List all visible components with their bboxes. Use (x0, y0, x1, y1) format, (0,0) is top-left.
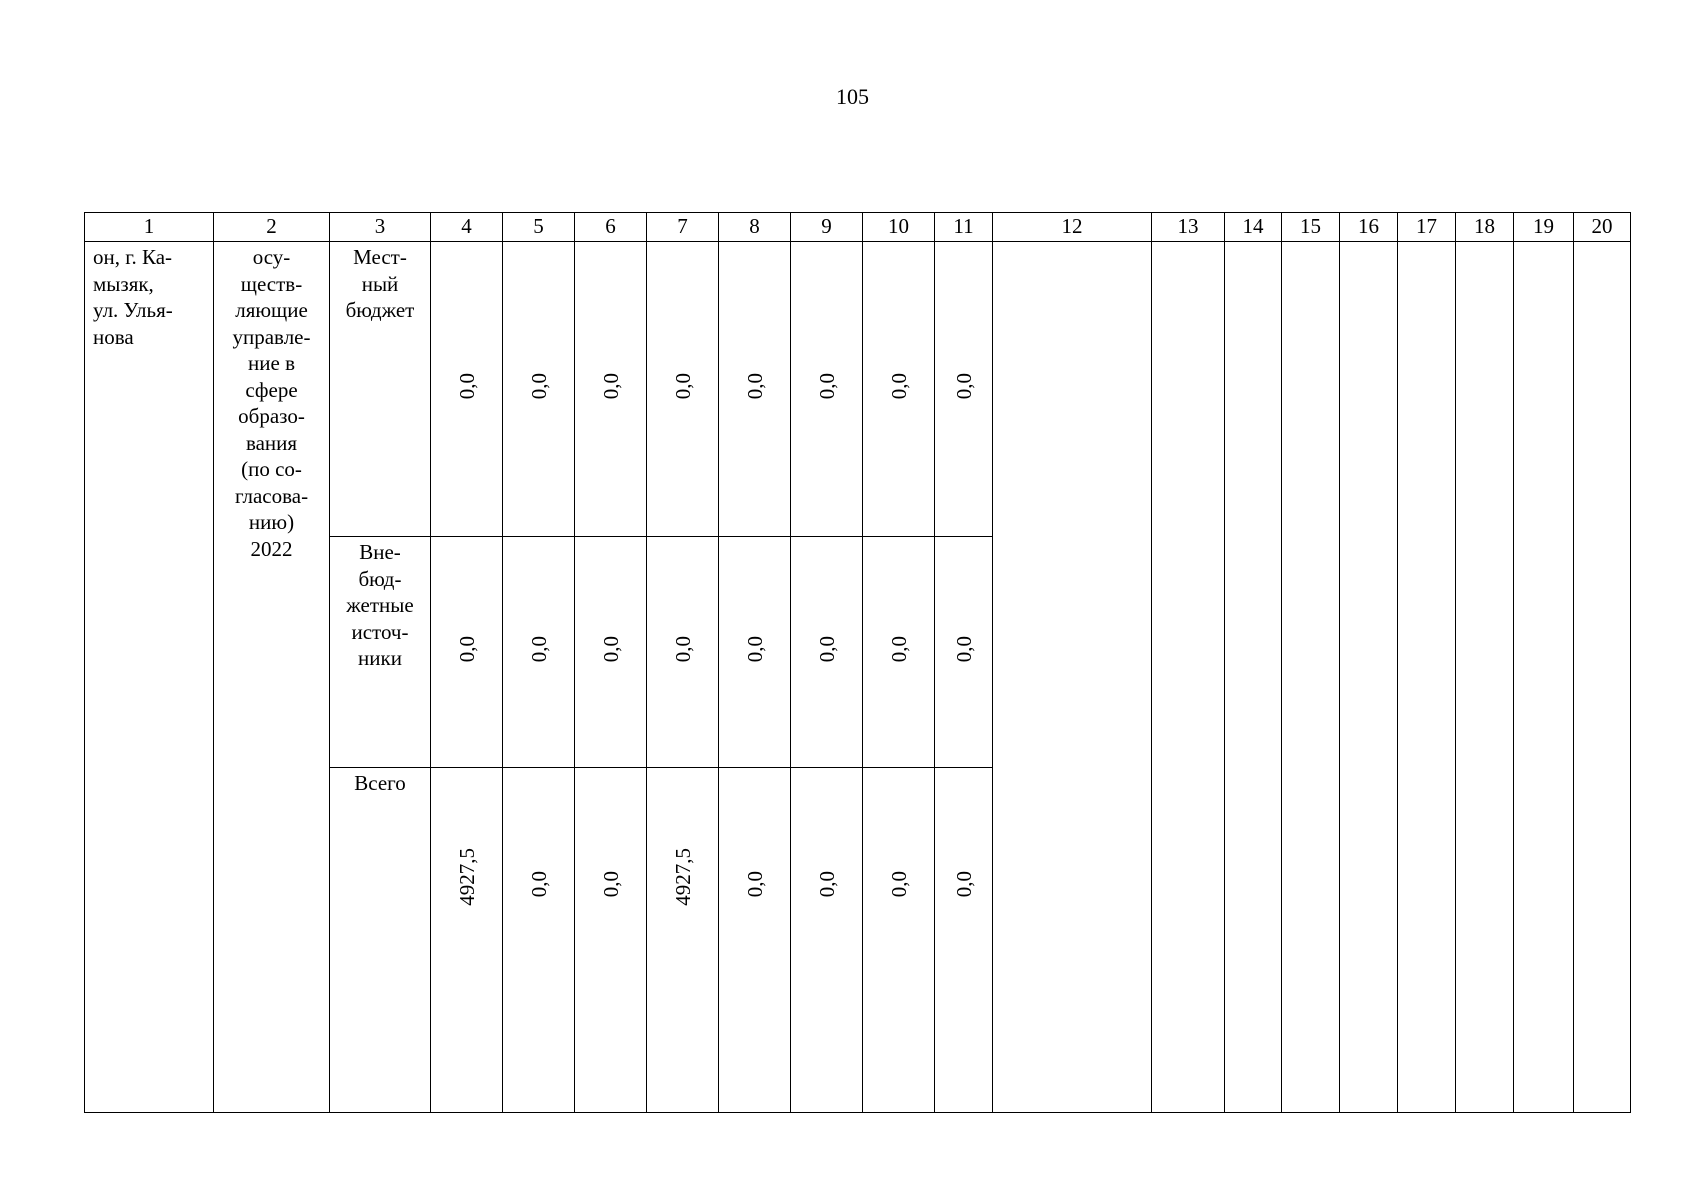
value-text: 0,0 (886, 871, 911, 898)
value-cell (719, 768, 791, 1113)
header-cell: 19 (1514, 213, 1574, 242)
value-cell (863, 242, 935, 537)
source-cell (330, 537, 431, 768)
empty-cell (1152, 242, 1225, 1113)
empty-cell (1225, 242, 1282, 1113)
value-cell (575, 768, 647, 1113)
source-label: Вне- бюд- жетные источ- ники (346, 540, 414, 670)
value-text: 0,0 (951, 871, 976, 898)
header-cell: 10 (863, 213, 935, 242)
value-text: 0,0 (814, 372, 839, 399)
header-cell: 9 (791, 213, 863, 242)
value-text: 4927,5 (454, 848, 479, 906)
source-label: Мест- ный бюджет (345, 245, 415, 322)
value-cell (719, 242, 791, 537)
header-cell: 16 (1340, 213, 1398, 242)
value-text: 0,0 (742, 635, 767, 662)
source-label: Всего (354, 771, 406, 795)
header-cell: 1 (85, 213, 214, 242)
value-cell (791, 768, 863, 1113)
value-text: 0,0 (598, 635, 623, 662)
value-cell (647, 768, 719, 1113)
value-cell (503, 768, 575, 1113)
value-text: 0,0 (670, 372, 695, 399)
header-cell: 15 (1282, 213, 1340, 242)
value-cell (431, 242, 503, 537)
empty-cell (1282, 242, 1340, 1113)
value-text: 0,0 (742, 372, 767, 399)
header-cell: 8 (719, 213, 791, 242)
value-text: 0,0 (598, 871, 623, 898)
value-cell (503, 242, 575, 537)
value-text: 0,0 (526, 635, 551, 662)
empty-cell (1340, 242, 1398, 1113)
table-row (85, 242, 1631, 537)
source-cell (330, 242, 431, 537)
value-cell (935, 242, 993, 537)
header-cell: 17 (1398, 213, 1456, 242)
budget-table (84, 212, 1631, 1113)
value-text: 0,0 (814, 635, 839, 662)
header-cell: 5 (503, 213, 575, 242)
value-cell (647, 537, 719, 768)
value-cell (719, 537, 791, 768)
value-cell (935, 537, 993, 768)
value-cell (863, 768, 935, 1113)
value-cell (503, 537, 575, 768)
header-cell: 12 (993, 213, 1152, 242)
header-cell: 14 (1225, 213, 1282, 242)
header-cell: 18 (1456, 213, 1514, 242)
empty-cell (1456, 242, 1514, 1113)
header-cell: 3 (330, 213, 431, 242)
value-text: 0,0 (526, 372, 551, 399)
location-cell (85, 242, 214, 1113)
value-text: 0,0 (454, 372, 479, 399)
value-text: 0,0 (951, 635, 976, 662)
value-text: 0,0 (670, 635, 695, 662)
empty-cell (1574, 242, 1631, 1113)
value-text: 0,0 (886, 372, 911, 399)
value-text: 0,0 (598, 372, 623, 399)
value-cell (647, 242, 719, 537)
value-cell (431, 537, 503, 768)
value-text: 0,0 (526, 871, 551, 898)
header-cell: 6 (575, 213, 647, 242)
value-text: 0,0 (454, 635, 479, 662)
value-text: 0,0 (742, 871, 767, 898)
page-number: 105 (836, 84, 869, 109)
value-cell (791, 242, 863, 537)
header-row (85, 213, 1631, 242)
value-cell (575, 537, 647, 768)
executor-text: осу- ществ- ляющие управле- ние в сфере образо- вания (по со- гласова- нию) 2022 (232, 245, 311, 561)
header-cell: 13 (1152, 213, 1225, 242)
header-cell: 11 (935, 213, 993, 242)
empty-cell (1398, 242, 1456, 1113)
value-text: 4927,5 (670, 848, 695, 906)
source-cell (330, 768, 431, 1113)
value-text: 0,0 (814, 871, 839, 898)
value-cell (791, 537, 863, 768)
empty-cell (1514, 242, 1574, 1113)
executor-cell (214, 242, 330, 1113)
value-cell (431, 768, 503, 1113)
header-cell: 2 (214, 213, 330, 242)
value-cell (935, 768, 993, 1113)
value-text: 0,0 (886, 635, 911, 662)
value-cell (863, 537, 935, 768)
header-cell: 20 (1574, 213, 1631, 242)
header-cell: 4 (431, 213, 503, 242)
empty-cell (993, 242, 1152, 1113)
value-text: 0,0 (951, 372, 976, 399)
location-text: он, г. Ка- мызяк, ул. Улья- нова (93, 245, 173, 349)
value-cell (575, 242, 647, 537)
header-cell: 7 (647, 213, 719, 242)
